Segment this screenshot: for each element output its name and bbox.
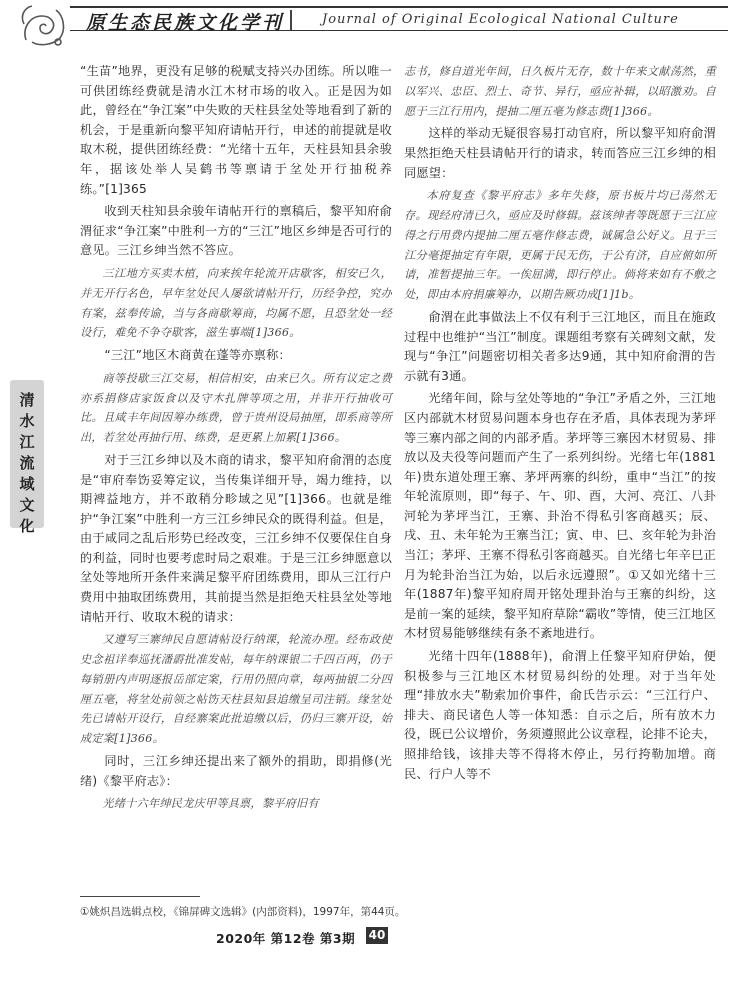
quote-paragraph: 本府复查《黎平府志》多年失修，原书板片均已荡然无存。现经府清已久，亟应及时修辑。兹该绅者等既愿于三江应得之行用费内提抽二厘五毫作修志费，诚属急公好义。且于三江分毫提抽定有年限，更属于民无伤，于公有济，自应俯如所请，准暂提抽三年。一俟屈满，即行停止。倘将来如有不敷之处，即由本府捐廉筹办，以期告厥功成[1]1b。 bbox=[404, 189, 716, 302]
body-paragraph: 俞渭在此事做法上不仅有利于三江地区，而且在施政过程中也维护“当江”制度。课题组考察有关碑刻文献，发现与“争江”问题密切相关者多达9通，其中知府俞渭的告示就有3通。 bbox=[404, 309, 716, 383]
page-footer bbox=[0, 927, 741, 947]
page-header bbox=[0, 0, 741, 52]
body-paragraph: 收到天柱知县余骏年请帖开行的禀稿后，黎平知府俞渭征求“争江案”中胜利一方的“三江”地区乡绅是否可行的意见。三江乡绅当然不答应。 bbox=[80, 204, 392, 258]
section-label-char: 流 bbox=[19, 454, 35, 472]
quote-paragraph: 三江地方买卖木植，向来挨年轮流开店歇客，相安已久，并无开行名色，早年坌处民人屡欲请帖开行，历经争控，究办有案，兹奉传谕，当与各商歇筹商，均属不愿，且恐坌处一经设行，难免不争夺歇客，滋生事端[1]366。 bbox=[80, 266, 392, 340]
page-number: 40 bbox=[366, 927, 388, 944]
section-label-char: 江 bbox=[19, 433, 35, 451]
journal-title-en: Journal of Original Ecological National Culture bbox=[322, 12, 679, 27]
body-paragraph: 对于三江乡绅以及木商的请求，黎平知府俞渭的态度是“审府奉饬妥筹定议，当传集详细开导，竭力维持，以期裨益地方，并不敢稍分畛域之见”[1]366。也就是维护“争江案”中胜利一方三江乡绅民众的既得利益。但是，由于咸同之乱后形势已经改变，三江乡绅不仅要保住自身的利益，同时也要考虑时局之艰难。于是三江乡绅愿意以坌处等地所开条件来满足黎平府团练费用，即从三江行户费用中抽取团练费用，其前提当然是拒绝天柱县坌处等地请帖开行、收取木税的请求： bbox=[80, 452, 392, 624]
quote-paragraph: 商等投歇三江交易，相信相安，由来已久。所有议定之费亦系捐修店家饭食以及守木扎牌等项之用，并非开行抽收可比。且咸丰年间因筹办练费，曾于贵州设局抽厘，即系商等所出，若坌处再抽行用、练费，是更累上加累[1]366。 bbox=[80, 371, 392, 445]
section-label bbox=[10, 390, 44, 537]
left-column bbox=[80, 62, 392, 817]
quote-paragraph: 志书，修自道光年间，日久板片无存，数十年来文献荡然，重以军兴、忠臣、烈士、奇节、异行，亟应补辑，以昭激劝。自愿于三江行用内，提抽二厘五毫为修志费[1]366。 bbox=[404, 65, 716, 118]
right-column bbox=[404, 62, 716, 787]
body-paragraph: 这样的举动无疑很容易打动官府，所以黎平知府俞渭果然拒绝天柱县请帖开行的请求，转而答应三江乡绅的相同愿望： bbox=[404, 126, 716, 180]
section-label-char: 域 bbox=[19, 475, 35, 493]
journal-title-cn: 原生态民族文化学刊 bbox=[86, 12, 285, 34]
header-separator bbox=[290, 10, 292, 30]
section-label-char: 文 bbox=[19, 496, 35, 514]
footnote-rule bbox=[80, 896, 200, 897]
quote-paragraph: 光绪十六年绅民龙庆甲等具禀，黎平府旧有 bbox=[102, 797, 319, 811]
body-paragraph: 同时，三江乡绅还提出来了额外的捐助，即捐修(光绪)《黎平府志》： bbox=[80, 754, 392, 788]
body-paragraph: 光绪年间，除与坌处等地的“争江”矛盾之外，三江地区内部就木材贸易问题本身也存在矛盾，具体表现为茅坪等三寨内部之间的内部矛盾。茅坪等三寨因木材贸易、排放以及夫役等问题而产生了一系列纠纷。光绪七年(1881年)贵东道处理王寨、茅坪两寨的纠纷，重申“当江”的按年轮流原则，即“每子、午、卯、酉，大河、亮江、八卦河轮为茅坪当江，王寨、卦治不得私引客商越买；辰、戌、丑、未年轮为王寨当江；寅、申、巳、亥年轮为卦治当江；茅坪、王寨不得私引客商越买。自光绪七年辛巳正月为轮卦治当江为始，以后永远遵照”。①又如光绪十三年(1887年)黎平知府周开铭处理卦治与王寨的纠纷，这是前一案的延续，黎平知府草除“霸收”等情，使三江地区木材贸易能够继续有条不紊地进行。 bbox=[404, 391, 716, 641]
quote-paragraph: 又遵写三寨绅民自愿请帖设行纳课，轮流办理。经布政使史念祖详奉巡抚潘霨批准发帖，每年纳课银二千四百两，仍于每销册内声明逐报岳部定案，行用仍照向章，每两抽银二分四厘五毫，将坌处前领之帖饬天柱县知县追缴呈司注销。缘坌处先已请帖开设行，自经寨案此批追缴以后，仍归三寨开设，始成定案[1]366。 bbox=[80, 633, 392, 746]
footnote: ①姚炽昌选辑点校，《锦屏碑文选辑》(内部资料)，1997年，第44页。 bbox=[80, 906, 406, 918]
section-label-char: 清 bbox=[19, 391, 35, 409]
section-label-char: 水 bbox=[19, 412, 35, 430]
section-side-tab bbox=[10, 380, 44, 535]
section-label-char: 化 bbox=[19, 517, 35, 535]
body-paragraph: 光绪十四年(1888年)，俞渭上任黎平知府伊始，便积极参与三江地区木材贸易纠纷的处理。对于当年处理“排放水夫”勒索加价事件，俞氏告示云：“三江行户、排夫、商民诸色人等一体知悉：自示之后，所有放木力役，既已公议增价，务须遵照此公议章程，论排不论夫，照排给钱，该排夫等不得将木停止，另行挎勒加增。商民、行户人等不 bbox=[404, 649, 716, 781]
ornament-icon bbox=[18, 2, 68, 48]
issue-info: 2020年 第12卷 第3期 bbox=[216, 931, 356, 946]
body-paragraph: “三江”地区木商黄在蓬等亦禀称： bbox=[104, 348, 291, 363]
body-paragraph: “生苗”地界，更没有足够的税赋支持兴办团练。所以唯一可供团练经费就是清水江木材市场的收入。正是因为如此，曾经在“争江案”中失败的天柱县坌处等地看到了新的机会，于是重新向黎平知府请帖开行，申述的前提就是收取木税，提供团练经费：“光绪十五年，天柱县知县余骏年，据该处举人吴鹤书等禀请于坌处开行抽税养练。”[1]365 bbox=[80, 64, 392, 196]
